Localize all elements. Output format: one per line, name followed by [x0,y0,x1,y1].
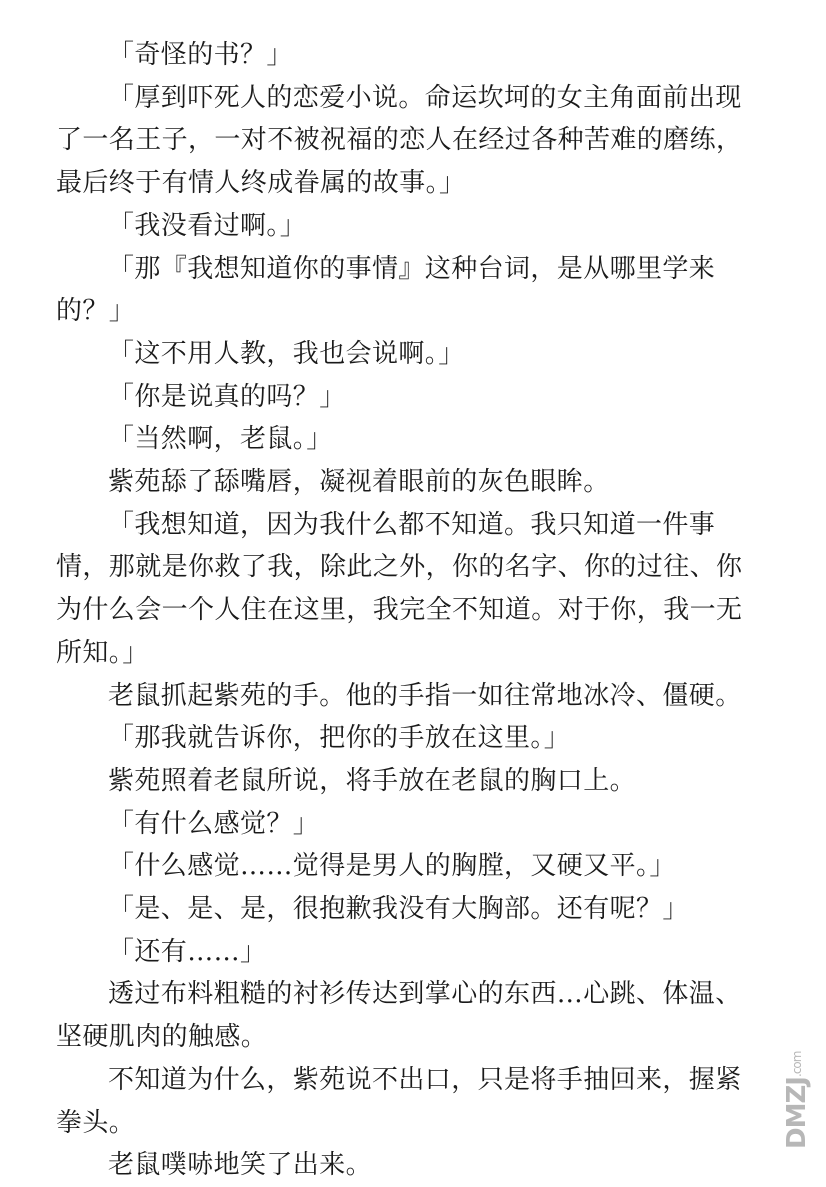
paragraph-2: 「厚到吓死人的恋爱小说。命运坎坷的女主角面前出现了一名王子，一对不被祝福的恋人在经过各种苦难的磨练，最后终于有情人终成眷属的故事。」 [56,82,743,199]
watermark-suffix: .com [790,1051,804,1077]
paragraph-9: 「我想知道，因为我什么都不知道。我只知道一件事情，那就是你救了我，除此之外，你的名字、你的过往、你为什么会一个人住在这里，我完全不知道。对于你，我一无所知。」 [56,509,743,668]
paragraph-5: 「这不用人教，我也会说啊。」 [108,338,465,369]
paragraph-10: 老鼠抓起紫苑的手。他的手指一如往常地冰冷、僵硬。 [108,680,742,711]
paragraph-6: 「你是说真的吗？」 [108,381,346,412]
paragraph-14: 「什么感觉……觉得是男人的胸膛，又硬又平。」 [108,851,676,882]
paragraph-12: 紫苑照着老鼠所说，将手放在老鼠的胸口上。 [108,765,637,796]
paragraph-15: 「是、是、是，很抱歉我没有大胸部。还有呢？」 [108,894,689,925]
paragraph-7: 「当然啊，老鼠。」 [108,424,333,455]
watermark-brand: DMZJ [782,1076,812,1149]
paragraph-4: 「那『我想知道你的事情』这种台词，是从哪里学来的？」 [56,253,716,327]
paragraph-1: 「奇怪的书？」 [108,40,293,70]
paragraph-19: 老鼠噗哧地笑了出来。 [108,1150,373,1181]
site-watermark-logo [782,1051,812,1149]
paragraph-3: 「我没看过啊。」 [108,210,307,241]
paragraph-13: 「有什么感觉？」 [108,808,320,839]
paragraph-16: 「还有……」 [108,936,267,967]
paragraph-11: 「那我就告诉你，把你的手放在这里。」 [108,723,571,754]
paragraph-8: 紫苑舔了舔嘴唇，凝视着眼前的灰色眼眸。 [108,467,610,498]
paragraph-18: 不知道为什么，紫苑说不出口，只是将手抽回来，握紧拳头。 [56,1064,742,1138]
novel-page [56,34,756,1187]
paragraph-17: 透过布料粗糙的衬衫传达到掌心的东西…心跳、体温、坚硬肌肉的触感。 [56,979,742,1053]
